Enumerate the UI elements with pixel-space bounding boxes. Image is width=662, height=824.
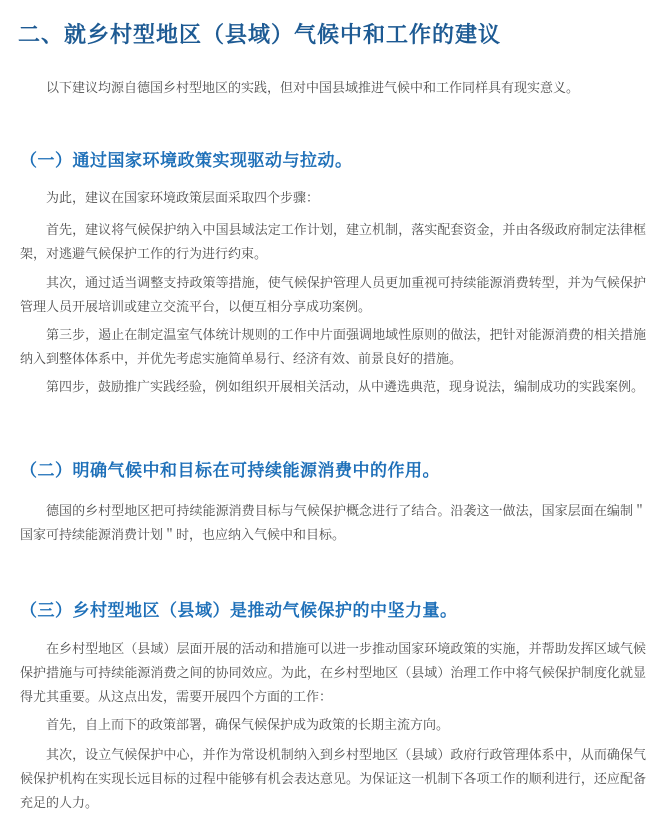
paragraph: 德国的乡村型地区把可持续能源消费目标与气候保护概念进行了结合。沿袭这一做法，国家层面在编制＂国家可持续能源消费计划＂时，也应纳入气候中和目标。 xyxy=(20,504,646,543)
paragraph: 其次，设立气候保护中心，并作为常设机制纳入到乡村型地区（县域）政府行政管理体系中，从而确保气候保护机构在实现长远目标的过程中能够有机会表达意见。为保证这一机制下各项工作的顺利进行，还应配备充足的人力。 xyxy=(20,748,646,811)
section-title: 二、就乡村型地区（县域）气候中和工作的建议 xyxy=(18,23,502,48)
subsection-1-title: （一）通过国家环境政策实现驱动与拉动。 xyxy=(20,151,353,171)
paragraph: 为此，建议在国家环境政策层面采取四个步骤： xyxy=(46,191,320,206)
subsection-2-title: （二）明确气候中和目标在可持续能源消费中的作用。 xyxy=(20,461,440,481)
intro-paragraph: 以下建议均源自德国乡村型地区的实践，但对中国县域推进气候中和工作同样具有现实意义。 xyxy=(46,81,580,96)
paragraph: 第四步，鼓励推广实践经验，例如组织开展相关活动，从中遴选典范，现身说法，编制成功的实践案例。 xyxy=(46,380,645,395)
paragraph: 首先，自上而下的政策部署，确保气候保护成为政策的长期主流方向。 xyxy=(46,718,450,733)
paragraph: 第三步，遏止在制定温室气体统计规则的工作中片面强调地域性原则的做法，把针对能源消费的相关措施纳入到整体体系中，并优先考虑实施简单易行、经济有效、前景良好的措施。 xyxy=(20,328,646,367)
paragraph: 首先，建议将气候保护纳入中国县域法定工作计划，建立机制，落实配套资金，并由各级政府制定法律框架，对逃避气候保护工作的行为进行约束。 xyxy=(20,223,646,262)
paragraph: 其次，通过适当调整支持政策等措施，使气候保护管理人员更加重视可持续能源消费转型，并为气候保护管理人员开展培训或建立交流平台，以便互相分享成功案例。 xyxy=(20,276,646,315)
paragraph: 在乡村型地区（县域）层面开展的活动和措施可以进一步推动国家环境政策的实施，并帮助发挥区域气候保护措施与可持续能源消费之间的协同效应。为此，在乡村型地区（县域）治理工作中将气候保护制度化就显得尤其重要。从这点出发，需要开展四个方面的工作： xyxy=(20,642,646,705)
subsection-3-title: （三）乡村型地区（县域）是推动气候保护的中坚力量。 xyxy=(20,601,458,621)
